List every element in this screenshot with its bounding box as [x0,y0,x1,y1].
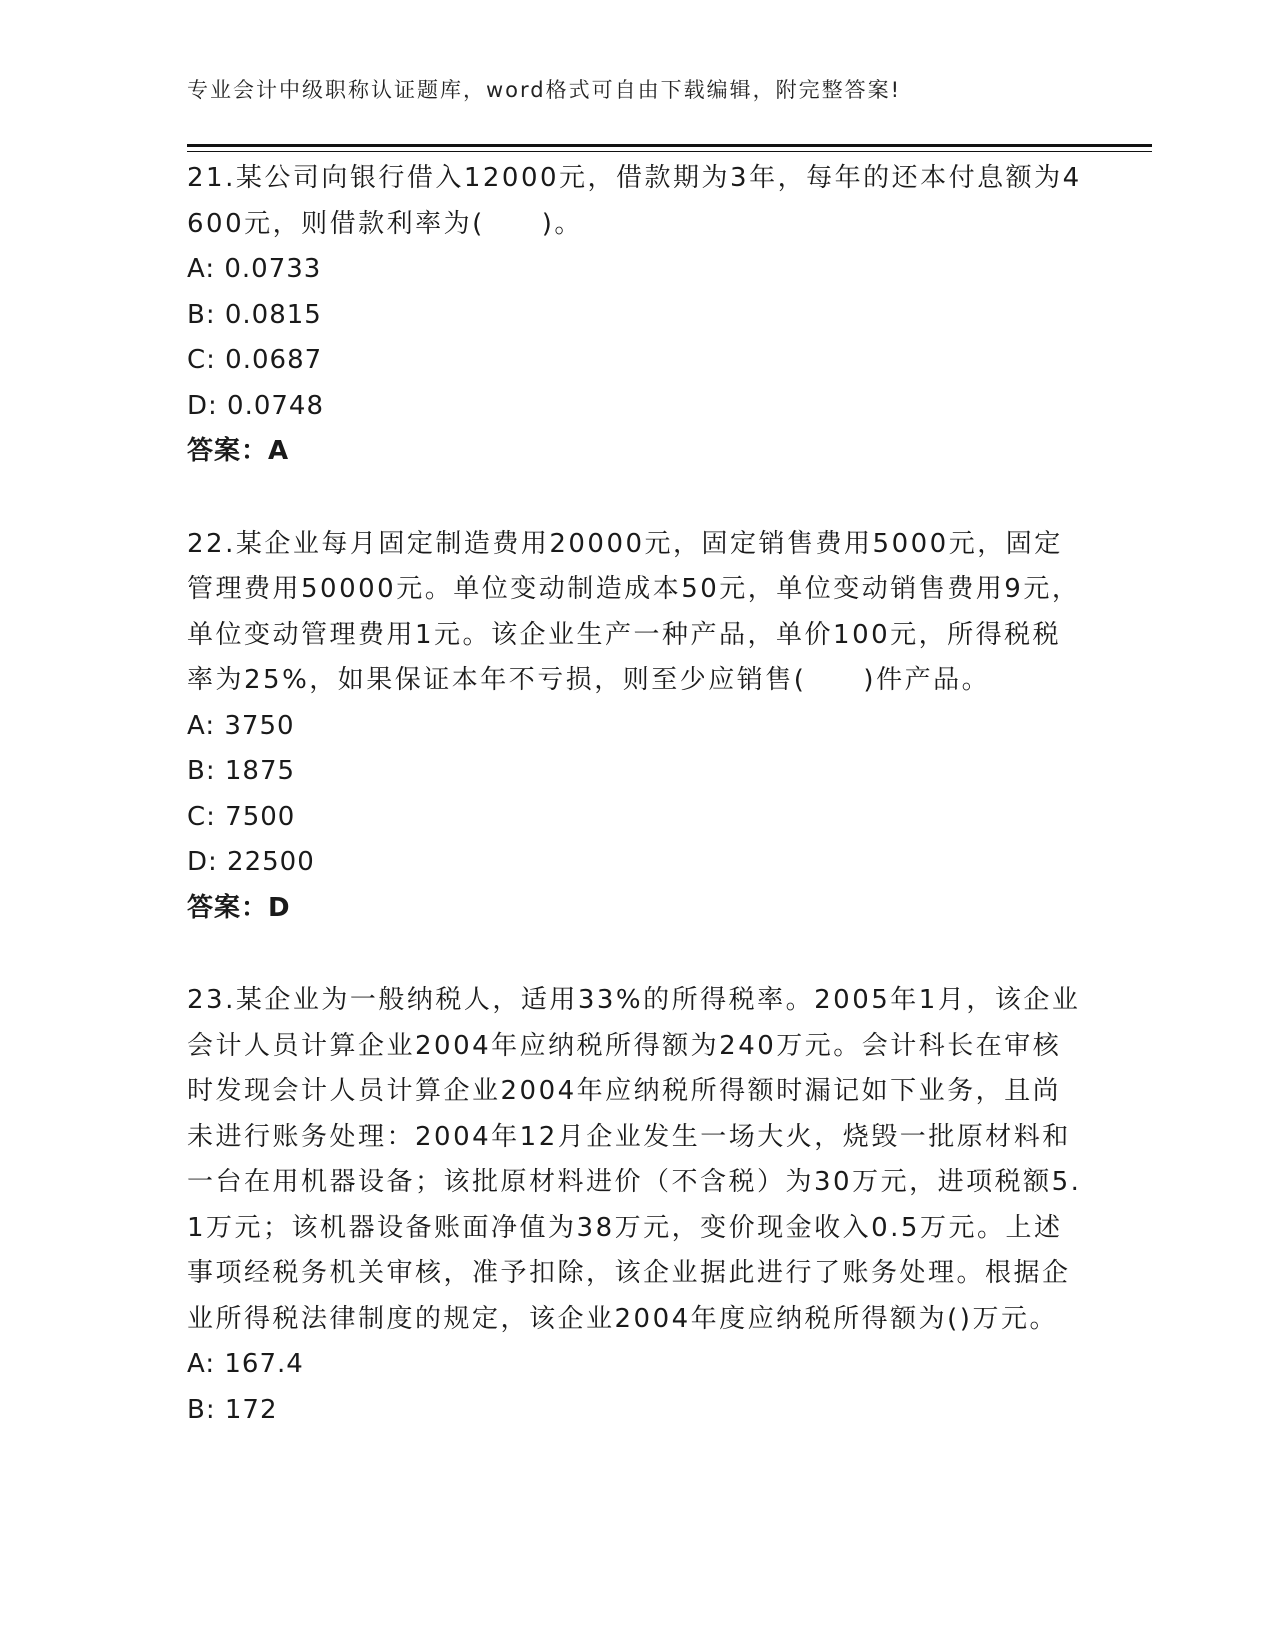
option-a: A: 0.0733 [187,254,322,284]
option-b: B: 0.0815 [187,299,322,330]
option-b: B: 1875 [187,756,296,786]
answer: 答案：D [187,892,291,923]
question-stem: 22.某企业每月固定制造费用20000元，固定销售费用5000元，固定管理费用50000元。单位变动制造成本50元，单位变动销售费用9元，单位变动管理费用1元。该企业生产一种产品，单价100元，所得税税率为25%，如果保证本年不亏损，则至少应销售( )件产品。 [187,528,1081,695]
question-list [187,156,1087,1433]
option-c: C: 0.0687 [187,345,323,375]
option-a: A: 167.4 [187,1349,304,1379]
header-rule-thick [187,144,1152,147]
header-rule-thin [187,151,1152,152]
option-d: D: 0.0748 [187,390,325,421]
option-d: D: 22500 [187,847,315,877]
page-header: 专业会计中级职称认证题库，word格式可自由下载编辑，附完整答案! [187,78,902,102]
question-stem: 23.某企业为一般纳税人，适用33%的所得税率。2005年1月，该企业会计人员计算企业2004年应纳税所得额为240万元。会计科长在审核时发现会计人员计算企业2004年应纳税所得额时漏记如下业务，且尚未进行账务处理：2004年12月企业发生一场大火，烧毁一批原材料和一台在用机器设备；该批原材料进价（不含税）为30万元，进项税额5.1万元；该机器设备账面净值为38万元，变价现金收入0.5万元。上述事项经税务机关审核，准予扣除，该企业据此进行了账务处理。根据企业所得税法律制度的规定，该企业2004年度应纳税所得额为()万元。 [187,985,1082,1334]
answer: 答案：A [187,436,290,466]
question-21 [187,156,1087,475]
option-a: A: 3750 [187,710,295,741]
question-stem: 21.某公司向银行借入12000元，借款期为3年，每年的还本付息额为4600元，则借款利率为( )。 [187,163,1082,239]
option-c: C: 7500 [187,801,296,832]
question-22 [187,522,1087,932]
option-b: B: 172 [187,1394,278,1425]
question-23 [187,978,1087,1433]
